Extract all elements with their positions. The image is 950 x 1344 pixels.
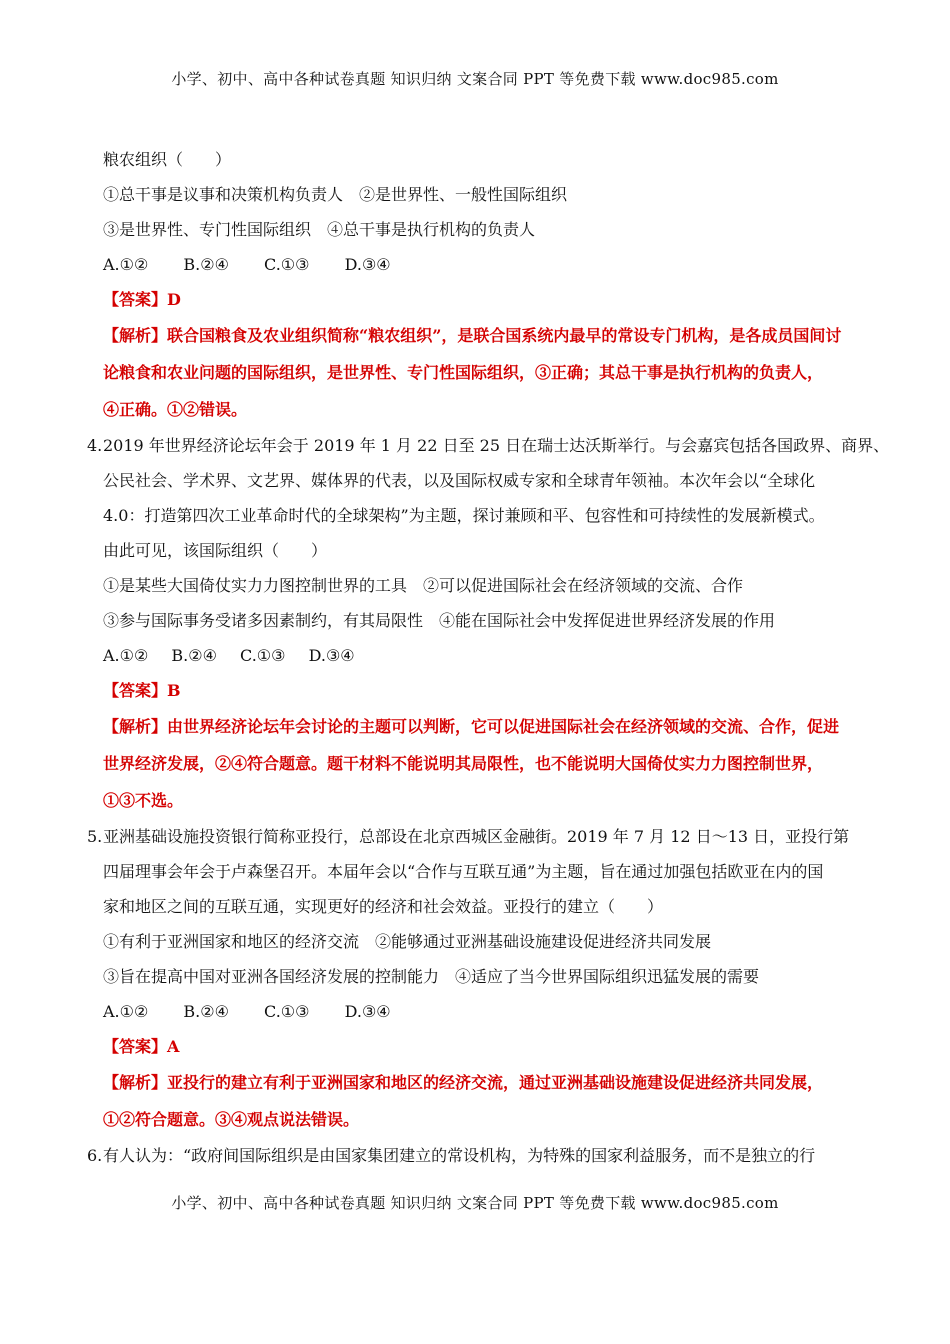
question-stem-line: 公民社会、学术界、文艺界、媒体界的代表，以及国际权威专家和全球青年领袖。本次年会以“全球化 [103,471,816,490]
choice-a: A.①② [103,1002,149,1021]
analysis-line: ④正确。①②错误。 [103,400,248,419]
option-line: ①是某些大国倚仗实力力图控制世界的工具 ②可以促进国际社会在经济领域的交流、合作 [103,576,744,595]
analysis-block [103,708,863,819]
question-4 [87,428,890,819]
option-line: ③是世界性、专门性国际组织 ④总干事是执行机构的负责人 [103,220,536,239]
option-line: ①有利于亚洲国家和地区的经济交流 ②能够通过亚洲基础设施建设促进经济共同发展 [103,932,712,951]
question-stem-line: 由此可见，该国际组织（ ） [103,541,328,560]
choice-row [103,994,863,1029]
analysis-line: ①②符合题意。③④观点说法错误。 [103,1110,360,1129]
question-stem-line [87,819,863,854]
question-stem-line: 4.0：打造第四次工业革命时代的全球架构”为主题，探讨兼顾和平、包容性和可持续性的发展新模式。 [103,506,825,525]
choice-d: D.③④ [344,1002,391,1021]
question-number: 6. [87,1146,103,1165]
choice-b: B.②④ [183,255,229,274]
answer-label: 【答案】D [103,290,181,309]
choice-b: B.②④ [183,1002,229,1021]
option-line: ①总干事是议事和决策机构负责人 ②是世界性、一般性国际组织 [103,185,568,204]
choice-a: A.①② [103,646,149,665]
question-stem-text: 亚洲基础设施投资银行简称亚投行，总部设在北京西城区金融街。2019 年 7 月 12 日～13 日，亚投行第 [103,827,850,846]
choice-c: C.①③ [264,1002,310,1021]
question-stem-line [87,1138,863,1173]
choice-b: B.②④ [171,646,217,665]
answer-label: 【答案】A [103,1037,180,1056]
document-body [87,142,890,1173]
analysis-line: ①③不选。 [103,791,184,810]
choice-d: D.③④ [308,646,355,665]
question-stem-line: 家和地区之间的互联互通，实现更好的经济和社会效益。亚投行的建立（ ） [103,897,664,916]
analysis-line: 论粮食和农业问题的国际组织，是世界性、专门性国际组织，③正确；其总干事是执行机构的负责人， [103,363,824,382]
analysis-line: 【解析】亚投行的建立有利于亚洲国家和地区的经济交流，通过亚洲基础设施建设促进经济共同发展， [103,1073,824,1092]
question-stem-text: 有人认为：“政府间国际组织是由国家集团建立的常设机构，为特殊的国家利益服务，而不是独立的行 [103,1146,816,1165]
question-3 [103,142,863,428]
question-stem-text: 2019 年世界经济论坛年会于 2019 年 1 月 22 日至 25 日在瑞士达沃斯举行。与会嘉宾包括各国政界、商界、 [103,436,890,455]
answer-label: 【答案】B [103,681,181,700]
choice-row [103,638,863,673]
question-6 [87,1138,863,1173]
analysis-line: 【解析】由世界经济论坛年会讨论的主题可以判断，它可以促进国际社会在经济领域的交流、合作，促进 [103,717,840,736]
page-footer: 小学、初中、高中各种试卷真题 知识归纳 文案合同 PPT 等免费下载 www.doc985.com [171,1194,779,1212]
question-number: 4. [87,436,103,455]
page-header: 小学、初中、高中各种试卷真题 知识归纳 文案合同 PPT 等免费下载 www.doc985.com [171,70,779,88]
choice-d: D.③④ [344,255,391,274]
analysis-block [103,317,863,428]
question-5 [87,819,863,1138]
option-line: ③旨在提高中国对亚洲各国经济发展的控制能力 ④适应了当今世界国际组织迅猛发展的需要 [103,967,760,986]
analysis-line: 世界经济发展，②④符合题意。题干材料不能说明其局限性，也不能说明大国倚仗实力力图控制世界， [103,754,824,773]
question-stem-line: 四届理事会年会于卢森堡召开。本届年会以“合作与互联互通”为主题，旨在通过加强包括欧亚在内的国 [103,862,824,881]
choice-c: C.①③ [240,646,286,665]
choice-a: A.①② [103,255,149,274]
question-stem-line [87,428,890,463]
question-stem: 粮农组织（ ） [103,150,232,169]
choice-row [103,247,863,282]
question-number: 5. [87,827,103,846]
analysis-line: 【解析】联合国粮食及农业组织简称“粮农组织”，是联合国系统内最早的常设专门机构，是各成员国间讨 [103,326,842,345]
option-line: ③参与国际事务受诸多因素制约，有其局限性 ④能在国际社会中发挥促进世界经济发展的作用 [103,611,776,630]
analysis-block [103,1064,863,1138]
choice-c: C.①③ [264,255,310,274]
